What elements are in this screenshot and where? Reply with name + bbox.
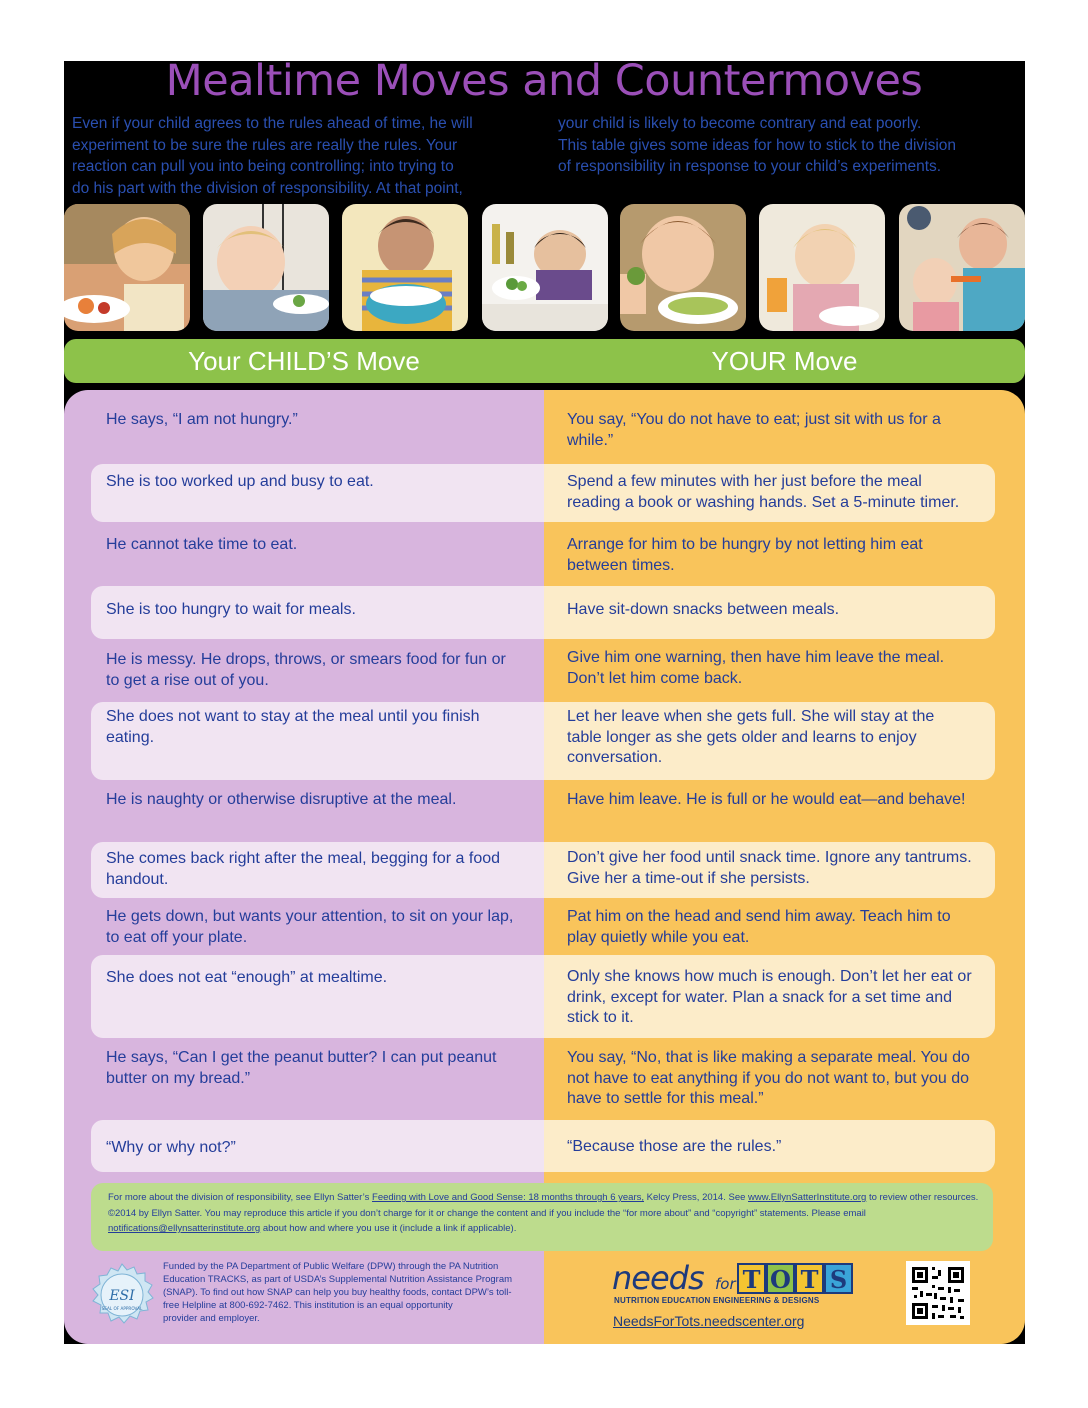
your-move-6: Let her leave when she gets full. She will stay at the table longer as she gets older and learns to enjoy conversation. (567, 708, 935, 767)
funding-line: Funded by the PA Department of Public Welfare (DPW) through the PA Nutrition (163, 1261, 499, 1272)
funding-line: Education TRACKS, as part of USDA’s Supplemental Nutrition Assistance Program (163, 1274, 513, 1285)
intro-line: This table gives some ideas for how to stick to the division (558, 136, 957, 154)
seal-subtext: SEAL OF APPROVAL (101, 1306, 143, 1311)
your-move-11: You say, “No, that is like making a separate meal. You do not have to eat anything if you do not want to, but you do have to settle for this meal.” (567, 1049, 970, 1108)
intro-left (72, 113, 522, 199)
photo-child-eating (64, 204, 190, 331)
intro-line: Even if your child agrees to the rules ahead of time, he will (72, 115, 473, 132)
your-move-8: Don’t give her food until snack time. Ignore any tantrums. Give her a time-out if she persists. (567, 849, 972, 887)
child-move-2: She is too worked up and busy to eat. (106, 473, 374, 490)
header-your-move: YOUR Move (544, 339, 1025, 383)
funding-line: free Helpline at 800-692-7462. This institution is an equal opportunity (163, 1300, 453, 1311)
intro-line: do his part with the division of responsibility. At that point, (72, 179, 463, 197)
your-move-7: Have him leave. He is full or he would eat—and behave! (567, 791, 966, 808)
photo-boy-pouting (203, 204, 329, 331)
header-child-move: Your CHILD’S Move (64, 339, 544, 383)
child-move-11: He says, “Can I get the peanut butter? I can put peanut butter on my bread.” (106, 1049, 497, 1087)
logo-subtitle: NUTRITION EDUCATION ENGINEERING & DESIGNS (614, 1296, 820, 1305)
intro-line: your child is likely to become contrary and eat poorly. (558, 115, 922, 132)
photo-girl-vegetables (482, 204, 608, 331)
child-move-6: She does not want to stay at the meal until you finish eating. (106, 708, 480, 746)
intro-line: experiment to be sure the rules are really the rules. Your (72, 136, 458, 154)
photo-boy-popcorn (342, 204, 468, 331)
photo-mother-feeding (899, 204, 1025, 331)
more-info-line (108, 1221, 988, 1236)
child-move-12: “Why or why not?” (106, 1139, 236, 1156)
logo-needs: needs (612, 1259, 704, 1297)
child-move-4: She is too hungry to wait for meals. (106, 601, 356, 618)
esi-seal-icon (90, 1263, 154, 1327)
your-move-2: Spend a few minutes with her just before the meal reading a book or washing hands. Set a 5-minute timer. (567, 473, 960, 511)
child-move-8: She comes back right after the meal, begging for a food handout. (106, 850, 501, 888)
institute-link[interactable]: www.EllynSatterInstitute.org (748, 1192, 867, 1203)
logo-letter: O (770, 1265, 791, 1294)
intro-line: reaction can pull you into being controlling; into trying to (72, 158, 454, 175)
photo-girl-soup (620, 204, 746, 331)
child-move-9: He gets down, but wants your attention, to sit on your lap, to eat off your plate. (106, 908, 514, 946)
logo-letter: T (742, 1265, 761, 1294)
your-move-3: Arrange for him to be hungry by not letting him eat between times. (567, 536, 923, 574)
funding-notice (163, 1260, 528, 1325)
your-move-5: Give him one warning, then have him leave the meal. Don’t let him come back. (567, 649, 945, 687)
more-info-text: For more about the division of responsibility, see Ellyn Satter’s (108, 1192, 373, 1203)
qr-code-icon[interactable] (906, 1261, 970, 1325)
logo-letter: T (800, 1265, 819, 1294)
funding-line: (SNAP). To find out how SNAP can help you buy healthy foods, contact DPW’s toll- (163, 1287, 512, 1298)
your-move-10: Only she knows how much is enough. Don’t let her eat or drink, except for water. Plan a snack for a set time and stick to it. (567, 968, 972, 1027)
intro-right (558, 113, 998, 178)
your-move-4: Have sit-down snacks between meals. (567, 601, 840, 618)
page-title: Mealtime Moves and Countermoves (165, 56, 923, 106)
website-link[interactable]: NeedsForTots.needscenter.org (613, 1313, 805, 1329)
funding-line: provider and employer. (163, 1313, 260, 1324)
child-move-5: He is messy. He drops, throws, or smears food for fun or to get a rise out of you. (106, 651, 506, 689)
your-move-1: You say, “You do not have to eat; just sit with us for a while.” (567, 411, 941, 449)
more-info-text: to review other resources. (866, 1192, 979, 1203)
book-link[interactable]: Feeding with Love and Good Sense: 18 months through 6 years, (372, 1192, 644, 1203)
your-move-9: Pat him on the head and send him away. Teach him to play quietly while you eat. (567, 908, 951, 946)
child-move-7: He is naughty or otherwise disruptive at the meal. (106, 791, 457, 808)
your-move-12: “Because those are the rules.” (567, 1138, 782, 1155)
copyright-line: ©2014 by Ellyn Satter. You may reproduce this article if you don’t charge for it or change the content and if you include the “for more about” and “copyright” statements. Please email (108, 1208, 866, 1219)
more-info-text: Kelcy Press, 2014. See (644, 1192, 749, 1203)
intro-line: of responsibility in response to your child’s experiments. (558, 158, 942, 175)
email-link[interactable]: notifications@ellynsatterinstitute.org (108, 1223, 261, 1234)
logo-letter: S (829, 1265, 848, 1294)
child-move-10: She does not eat “enough” at mealtime. (106, 969, 388, 986)
child-move-3: He cannot take time to eat. (106, 536, 298, 553)
photo-strip (64, 204, 1025, 331)
photo-girl-bored (759, 204, 885, 331)
more-info-text: about how and where you use it (include a link if applicable). (260, 1223, 517, 1234)
seal-text: ESI (109, 1288, 135, 1304)
logo-for: for (715, 1275, 736, 1293)
child-move-1: He says, “I am not hungry.” (106, 411, 298, 428)
more-info-line (108, 1190, 988, 1205)
